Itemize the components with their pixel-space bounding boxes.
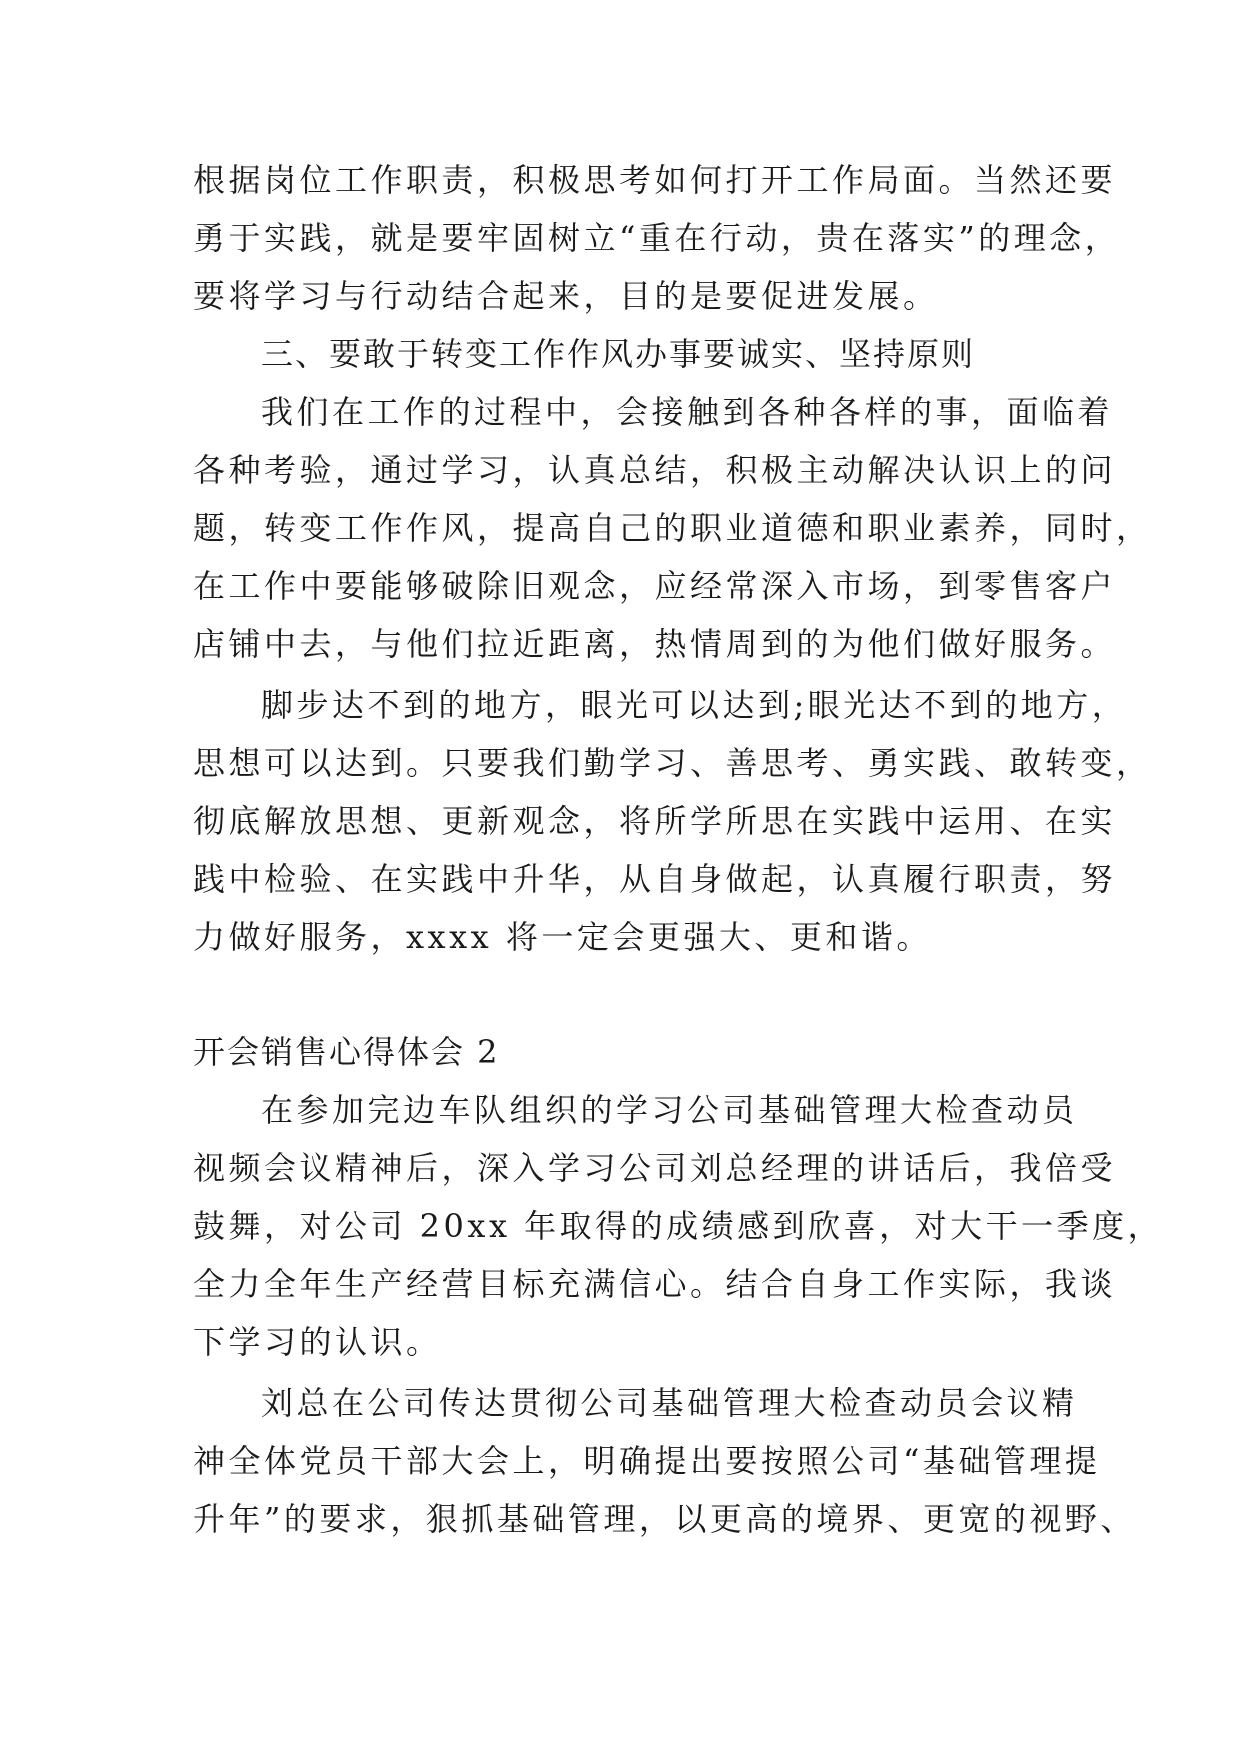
text-line: 根据岗位工作职责，积极思考如何打开工作局面。当然还要 bbox=[193, 161, 1117, 199]
text-line: 刘总在公司传达贯彻公司基础管理大检查动员会议精 bbox=[261, 1384, 1078, 1422]
text-line: 神全体党员干部大会上，明确提出要按照公司“基础管理提 bbox=[193, 1442, 1101, 1480]
paragraph-manager-speech bbox=[193, 1374, 1136, 1548]
text-line: 我们在工作的过程中，会接触到各种各样的事，面临着 bbox=[261, 393, 1114, 431]
text-line: 鼓舞，对公司 20xx 年取得的成绩感到欣喜，对大干一季度， bbox=[193, 1207, 1164, 1245]
text-line: 店铺中去，与他们拉近距离，热情周到的为他们做好服务。 bbox=[193, 625, 1117, 663]
text-line: 全力全年生产经营目标充满信心。结合自身工作实际，我谈 bbox=[193, 1265, 1117, 1303]
paragraph-continuation bbox=[193, 151, 1121, 325]
text-line: 勇于实践，就是要牢固树立“重在行动，贵在落实”的理念， bbox=[193, 219, 1121, 257]
text-line: 升年”的要求，狠抓基础管理，以更高的境界、更宽的视野、 bbox=[193, 1500, 1136, 1538]
section-heading bbox=[193, 325, 1063, 383]
text-line: 下学习的认识。 bbox=[193, 1323, 442, 1361]
text-line: 要将学习与行动结合起来，目的是要促进发展。 bbox=[193, 277, 939, 315]
article-title: 开会销售心得体会 2 bbox=[193, 1033, 500, 1071]
text-line: 彻底解放思想、更新观念，将所学所思在实践中运用、在实 bbox=[193, 802, 1117, 840]
paragraph-work-style bbox=[193, 383, 1152, 673]
paragraph-conclusion bbox=[193, 676, 1152, 966]
text-line: 思想可以达到。只要我们勤学习、善思考、勇实践、敢转变， bbox=[193, 744, 1152, 782]
text-line: 践中检验、在实践中升华，从自身做起，认真履行职责，努 bbox=[193, 860, 1117, 898]
text-line: 脚步达不到的地方，眼光可以达到;眼光达不到的地方， bbox=[261, 686, 1128, 724]
paragraph-meeting-intro bbox=[193, 1081, 1164, 1371]
article-title-block bbox=[193, 1023, 1063, 1081]
text-line: 各种考验，通过学习，认真总结，积极主动解决认识上的问 bbox=[193, 451, 1117, 489]
text-line: 力做好服务，xxxx 将一定会更强大、更和谐。 bbox=[193, 918, 932, 956]
section-3-heading: 三、要敢于转变工作作风办事要诚实、坚持原则 bbox=[261, 335, 976, 373]
text-line: 题，转变工作作风，提高自己的职业道德和职业素养，同时， bbox=[193, 509, 1152, 547]
text-line: 视频会议精神后，深入学习公司刘总经理的讲话后，我倍受 bbox=[193, 1149, 1117, 1187]
text-line: 在工作中要能够破除旧观念，应经常深入市场，到零售客户 bbox=[193, 567, 1117, 605]
text-line: 在参加完边车队组织的学习公司基础管理大检查动员 bbox=[261, 1091, 1078, 1129]
